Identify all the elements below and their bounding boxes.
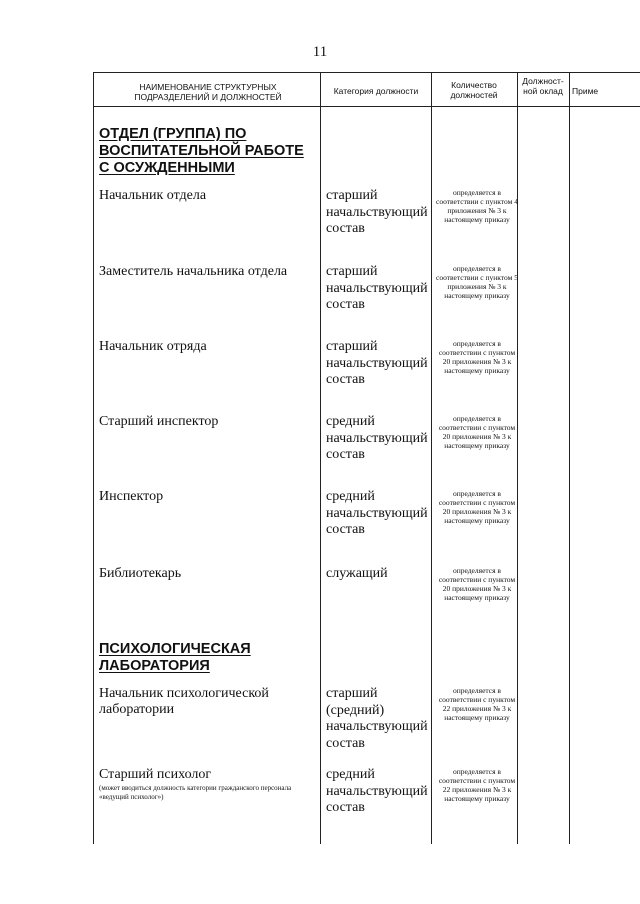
- position-category: старший (средний) начальствующий состав: [326, 686, 428, 751]
- col-rule: [320, 72, 321, 844]
- section-title: ПСИХОЛОГИЧЕСКАЯ ЛАБОРАТОРИЯ: [99, 641, 251, 674]
- position-name: Начальник психологической лаборатории: [99, 686, 269, 717]
- header-salary: Должност-ной оклад: [522, 76, 564, 96]
- position-name: Заместитель начальника отдела: [99, 264, 288, 279]
- section-title: ОТДЕЛ (ГРУППА) ПО ВОСПИТАТЕЛЬНОЙ РАБОТЕ С ОСУЖДЕННЫМИ: [99, 126, 304, 176]
- header-qty: Количество должностей: [450, 80, 498, 100]
- position-category: служащий: [326, 566, 388, 581]
- position-name: Старший инспектор: [99, 414, 219, 429]
- col-rule: [569, 72, 570, 844]
- position-name-with-note: [99, 767, 314, 802]
- header-bottom-rule: [93, 106, 640, 107]
- position-qty: определяется в соответствии с пунктом 5 приложения № 3 к настоящему приказу: [436, 264, 518, 300]
- position-note: (может вводиться должность категории гражданского персонала «ведущий психолог»): [99, 784, 292, 801]
- position-category: старший начальствующий состав: [326, 339, 428, 387]
- header-note: Приме: [572, 86, 599, 96]
- position-qty: определяется в соответствии с пунктом 22 приложения № 3 к настоящему приказу: [438, 767, 516, 803]
- position-category: средний начальствующий состав: [326, 414, 428, 462]
- header-category: Категория должности: [333, 86, 419, 96]
- page-number: 11: [312, 44, 328, 60]
- position-category: старший начальствующий состав: [326, 264, 428, 312]
- position-name: Старший психолог: [99, 767, 212, 782]
- table-top-rule: [93, 72, 640, 73]
- position-category: средний начальствующий состав: [326, 489, 428, 537]
- position-name: Инспектор: [99, 489, 164, 504]
- position-qty: определяется в соответствии с пунктом 20 приложения № 3 к настоящему приказу: [438, 489, 516, 525]
- position-qty: определяется в соответствии с пунктом 22 приложения № 3 к настоящему приказу: [438, 686, 516, 722]
- position-qty: определяется в соответствии с пунктом 4 приложения № 3 к настоящему приказу: [436, 188, 518, 224]
- position-name: Начальник отряда: [99, 339, 207, 354]
- position-qty: определяется в соответствии с пунктом 20 приложения № 3 к настоящему приказу: [438, 339, 516, 375]
- position-qty: определяется в соответствии с пунктом 20 приложения № 3 к настоящему приказу: [438, 414, 516, 450]
- header-name: НАИМЕНОВАНИЕ СТРУКТУРНЫХ ПОДРАЗДЕЛЕНИЙ И ДОЛЖНОСТЕЙ: [134, 82, 282, 102]
- position-qty: определяется в соответствии с пунктом 20 приложения № 3 к настоящему приказу: [438, 566, 516, 602]
- col-rule: [93, 72, 94, 844]
- position-category: старший начальствующий состав: [326, 188, 428, 236]
- position-category: средний начальствующий состав: [326, 767, 428, 815]
- position-name: Начальник отдела: [99, 188, 207, 203]
- position-name: Библиотекарь: [99, 566, 182, 581]
